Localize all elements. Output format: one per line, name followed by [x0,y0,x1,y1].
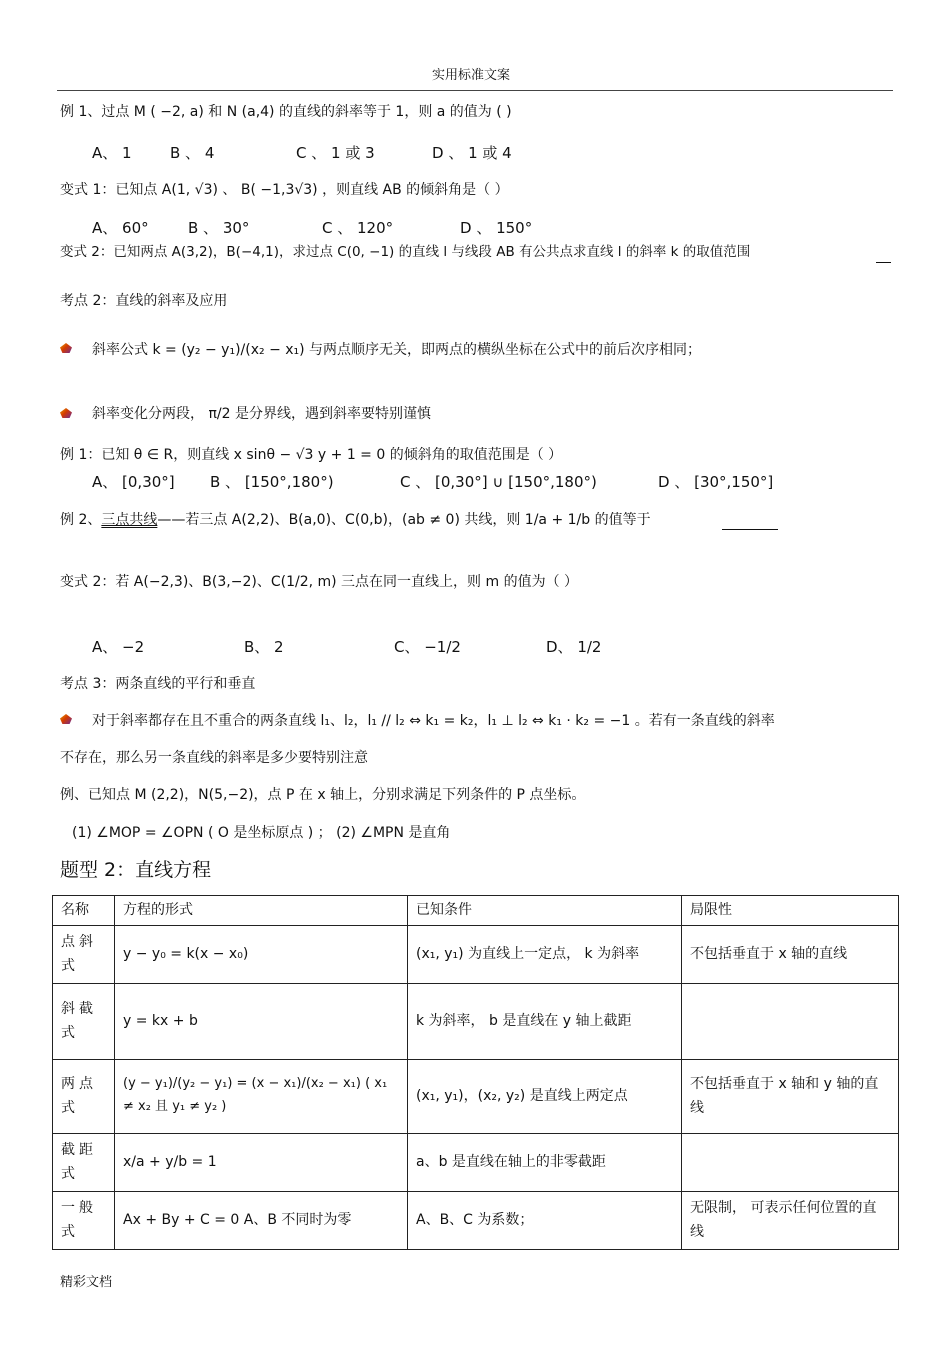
line-equation-table [52,895,899,1250]
table-header-cell: 名称 [53,896,115,926]
example-1: 例 1、过点 M ( −2, a) 和 N (a,4) 的直线的斜率等于 1，则 a 的值为 ( ) [60,104,512,120]
table-cell: k 为斜率， b 是直线在 y 轴上截距 [408,983,682,1059]
table-cell: (y − y₁)/(y₂ − y₁) = (x − x₁)/(x₂ − x₁) ( x₁ ≠ x₂ 且 y₁ ≠ y₂ ) [115,1059,408,1133]
variant-1-option-c: C 、 120° [322,219,394,237]
header-rule [57,90,893,91]
table-cell: 斜截式 [53,983,115,1059]
variant-2-option-b: B、 2 [244,638,284,656]
variant-1: 变式 1：已知点 A(1, √3) 、 B( −1,3√3) ，则直线 AB 的倾斜角是（ ） [60,182,509,198]
table-cell: A、B、C 为系数； [408,1191,682,1249]
table-row [53,1059,899,1133]
bullet-icon [60,714,72,724]
variant-1-option-b: B 、 30° [188,219,250,237]
answer-blank [722,529,778,530]
section-title-line-equations: 题型 2：直线方程 [60,859,212,881]
topic-3-heading: 考点 3：两条直线的平行和垂直 [60,676,256,692]
table-cell: a、b 是直线在轴上的非零截距 [408,1133,682,1191]
table-header-cell: 已知条件 [408,896,682,926]
bullet-icon [60,343,72,353]
example-1-option-d: D 、 1 或 4 [432,144,512,162]
table-cell: 截距式 [53,1133,115,1191]
example-2-collinear [60,512,651,529]
table-cell [682,983,899,1059]
table-row [53,925,899,983]
variant-2-collinear: 变式 2：若 A(−2,3)、B(3,−2)、C(1/2, m) 三点在同一直线上，则 m 的值为（ ） [60,574,579,590]
variant-1-option-d: D 、 150° [460,219,533,237]
table-cell: 不包括垂直于 x 轴和 y 轴的直线 [682,1059,899,1133]
page-footer: 精彩文档 [60,1275,113,1290]
variant-1-option-a: A、 60° [92,219,149,237]
example-2-label: 例 2、 [60,512,102,528]
variant-2-option-d: D、 1/2 [546,638,602,656]
table-cell: (x₁, y₁)，(x₂, y₂) 是直线上两定点 [408,1059,682,1133]
variant-2-option-a: A、 −2 [92,638,145,656]
table-cell: 两点式 [53,1059,115,1133]
answer-blank [876,262,891,263]
example-1b-option-c: C 、 [0,30°] ∪ [150°,180°) [400,473,597,491]
table-cell: (x₁, y₁) 为直线上一定点， k 为斜率 [408,925,682,983]
table-row [53,1191,899,1249]
table-row [53,983,899,1059]
table-cell [682,1133,899,1191]
example-1-option-b: B 、 4 [170,144,215,162]
parallel-perpendicular-note-cont: 不存在，那么另一条直线的斜率是多少要特别注意 [60,750,368,766]
topic-2-heading: 考点 2：直线的斜率及应用 [60,293,228,309]
variant-2-slope-range: 变式 2：已知两点 A(3,2)，B(−4,1)，求过点 C(0, −1) 的直线 l 与线段 AB 有公共点求直线 l 的斜率 k 的取值范围 [60,244,751,260]
table-cell: 不包括垂直于 x 轴的直线 [682,925,899,983]
table-cell: 点斜式 [53,925,115,983]
table-header-cell: 局限性 [682,896,899,926]
example-1-option-a: A、 1 [92,144,132,162]
example-point-p-conditions: (1) ∠MOP = ∠OPN ( O 是坐标原点 ) ； (2) ∠MPN 是直角 [72,825,451,841]
bullet-icon [60,408,72,418]
table-cell: 一般式 [53,1191,115,1249]
example-1b-option-a: A、 [0,30°] [92,473,175,491]
parallel-perpendicular-note: 对于斜率都存在且不重合的两条直线 l₁、l₂，l₁ // l₂ ⇔ k₁ = k₂，l₁ ⊥ l₂ ⇔ k₁ · k₂ = −1 。若有一条直线的斜率 [92,713,775,729]
example-1-option-c: C 、 1 或 3 [296,144,375,162]
table-header-row [53,896,899,926]
variant-2-option-c: C、 −1/2 [394,638,461,656]
example-2-text: ——若三点 A(2,2)、B(a,0)、C(0,b)，(ab ≠ 0) 共线，则 1/a + 1/b 的值等于 [157,512,651,528]
example-1b-option-d: D 、 [30°,150°] [658,473,774,491]
slope-formula-note: 斜率公式 k = (y₂ − y₁)/(x₂ − x₁) 与两点顺序无关，即两点的横纵坐标在公式中的前后次序相同； [92,342,702,358]
table-cell: x/a + y/b = 1 [115,1133,408,1191]
table-row [53,1133,899,1191]
example-point-p: 例、已知点 M (2,2)，N(5,−2)，点 P 在 x 轴上，分别求满足下列条件的 P 点坐标。 [60,787,586,803]
table-cell: y − y₀ = k(x − x₀) [115,925,408,983]
page-header: 实用标准文案 [432,68,511,83]
table-cell: Ax + By + C = 0 A、B 不同时为零 [115,1191,408,1249]
collinear-term: 三点共线 [101,512,158,528]
example-1-inclination: 例 1：已知 θ ∈ R，则直线 x sinθ − √3 y + 1 = 0 的倾斜角的取值范围是（ ） [60,447,563,463]
table-cell: y = kx + b [115,983,408,1059]
slope-range-note: 斜率变化分两段， π/2 是分界线，遇到斜率要特别谨慎 [92,406,431,422]
table-cell: 无限制， 可表示任何位置的直线 [682,1191,899,1249]
example-1b-option-b: B 、 [150°,180°) [210,473,334,491]
table-header-cell: 方程的形式 [115,896,408,926]
